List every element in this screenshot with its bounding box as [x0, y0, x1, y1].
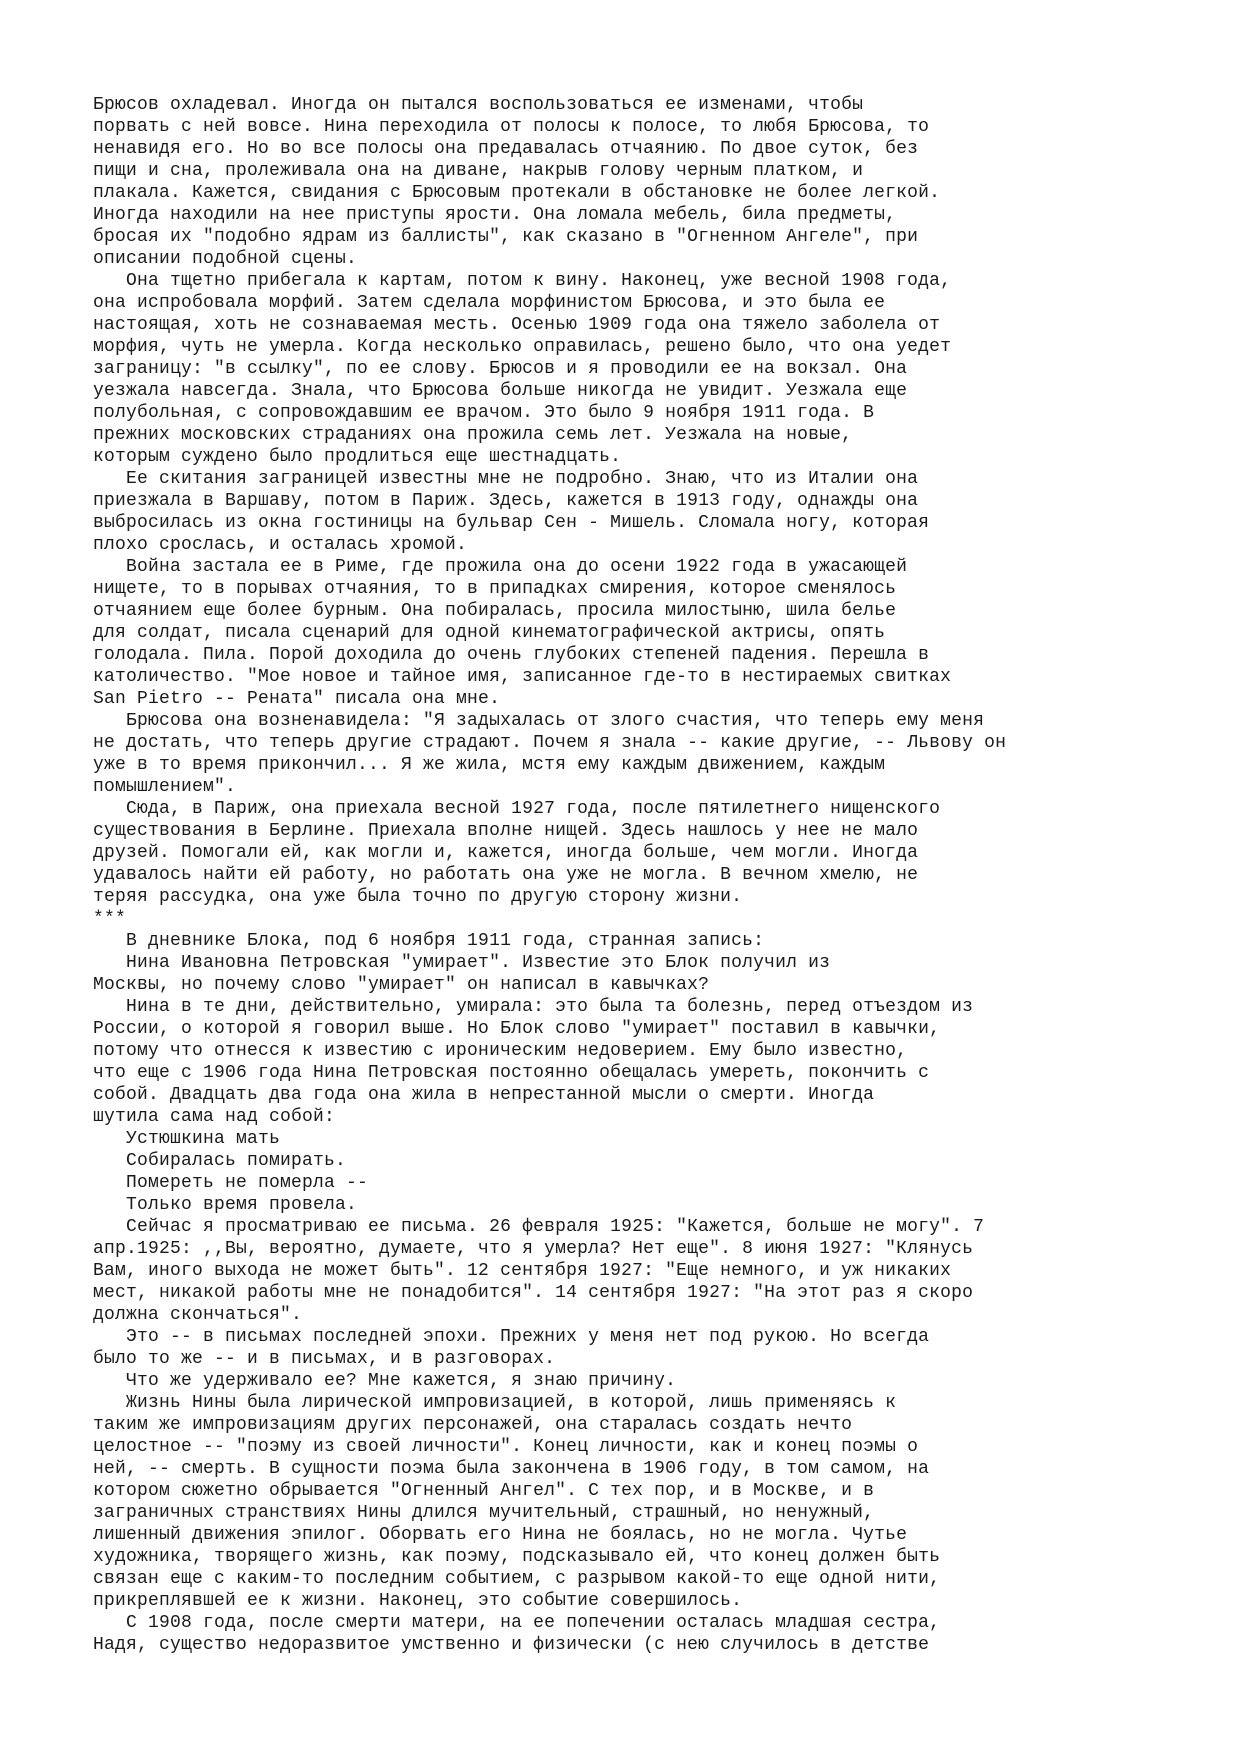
text-line: потому что отнесся к известию с ироническим недоверием. Ему было известно,	[93, 1041, 908, 1061]
text-line: помышлением".	[93, 777, 237, 797]
text-line: пищи и сна, пролеживала она на диване, накрыв голову черным платком, и	[93, 161, 864, 181]
text-line: что еще с 1906 года Нина Петровская постоянно обещалась умереть, покончить с	[93, 1063, 930, 1083]
text-line: котором сюжетно обрывается "Огненный Ангел". С тех пор, и в Москве, и в	[93, 1481, 875, 1501]
text-line: заграничных странствиях Нины длился мучительный, страшный, но ненужный,	[93, 1503, 875, 1523]
text-line: отчаянием еще более бурным. Она побиралась, просила милостыню, шила белье	[93, 601, 897, 621]
text-line: должна скончаться".	[93, 1305, 303, 1325]
text-line: Брюсов охладевал. Иногда он пытался воспользоваться ее изменами, чтобы	[93, 95, 864, 115]
text-line: Москвы, но почему слово "умирает" он написал в кавычках?	[93, 975, 710, 995]
text-line: выбросилась из окна гостиницы на бульвар Сен - Мишель. Сломала ногу, которая	[93, 513, 930, 533]
text-line: плохо срослась, и осталась хромой.	[93, 535, 468, 555]
text-line: ненавидя его. Но во все полосы она предавалась отчаянию. По двое суток, без	[93, 139, 919, 159]
text-line: мест, никакой работы мне не понадобится". 14 сентября 1927: "На этот раз я скоро	[93, 1283, 974, 1303]
text-line: ней, -- смерть. В сущности поэма была закончена в 1906 году, в том самом, на	[93, 1459, 930, 1479]
text-line: нищете, то в порывах отчаяния, то в припадках смирения, которое сменялось	[93, 579, 897, 599]
text-line: католичество. "Мое новое и тайное имя, записанное где-то в нестираемых свитках	[93, 667, 952, 687]
text-body	[93, 94, 1213, 1656]
text-line: бросая их "подобно ядрам из баллисты", как сказано в "Огненном Ангеле", при	[93, 227, 919, 247]
text-line: приезжала в Варшаву, потом в Париж. Здесь, кажется в 1913 году, однажды она	[93, 491, 919, 511]
text-line: ***	[93, 909, 127, 929]
text-line: не достать, что теперь другие страдают. Почем я знала -- какие другие, -- Львову он	[93, 733, 1007, 753]
text-line: морфия, чуть не умерла. Когда несколько оправилась, решено было, что она уедет	[93, 337, 952, 357]
text-line: прикреплявшей ее к жизни. Наконец, это событие совершилось.	[93, 1591, 743, 1611]
text-line: Что же удерживало ее? Мне кажется, я знаю причину.	[93, 1371, 677, 1391]
text-line: Надя, существо недоразвитое умственно и физически (с нею случилось в детстве	[93, 1635, 930, 1655]
text-line: Только время провела.	[93, 1195, 358, 1215]
text-line: заграницу: "в ссылку", по ее слову. Брюсов и я проводили ее на вокзал. Она	[93, 359, 908, 379]
text-line: В дневнике Блока, под 6 ноября 1911 года, странная запись:	[93, 931, 765, 951]
text-line: таким же импровизациям других персонажей, она старалась создать нечто	[93, 1415, 853, 1435]
document-page	[93, 94, 1213, 1656]
text-line: России, о которой я говорил выше. Но Блок слово "умирает" поставил в кавычки,	[93, 1019, 941, 1039]
text-line: она испробовала морфий. Затем сделала морфинистом Брюсова, и это была ее	[93, 293, 886, 313]
text-line: друзей. Помогали ей, как могли и, кажется, иногда больше, чем могли. Иногда	[93, 843, 919, 863]
text-line: San Pietro -- Рената" писала она мне.	[93, 689, 501, 709]
text-line: апр.1925: ,,Вы, вероятно, думаете, что я умерла? Нет еще". 8 июня 1927: "Клянусь	[93, 1239, 974, 1259]
text-line: настоящая, хоть не сознаваемая месть. Осенью 1909 года она тяжело заболела от	[93, 315, 941, 335]
text-line: теряя рассудка, она уже была точно по другую сторону жизни.	[93, 887, 743, 907]
text-line: Собиралась помирать.	[93, 1151, 347, 1171]
text-line: Брюсова она возненавидела: "Я задыхалась от злого счастия, что теперь ему меня	[93, 711, 985, 731]
text-line: описании подобной сцены.	[93, 249, 358, 269]
text-line: существования в Берлине. Приехала вполне нищей. Здесь нашлось у нее не мало	[93, 821, 919, 841]
text-line: уже в то время прикончил... Я же жила, мстя ему каждым движением, каждым	[93, 755, 886, 775]
text-line: Помереть не померла --	[93, 1173, 369, 1193]
text-line: голодала. Пила. Порой доходила до очень глубоких степеней падения. Перешла в	[93, 645, 930, 665]
text-line: художника, творящего жизнь, как поэму, подсказывало ей, что конец должен быть	[93, 1547, 941, 1567]
text-line: Это -- в письмах последней эпохи. Прежних у меня нет под рукою. Но всегда	[93, 1327, 930, 1347]
text-line: порвать с ней вовсе. Нина переходила от полосы к полосе, то любя Брюсова, то	[93, 117, 930, 137]
text-line: полубольная, с сопровождавшим ее врачом. Это было 9 ноября 1911 года. В	[93, 403, 875, 423]
text-line: С 1908 года, после смерти матери, на ее попечении осталась младшая сестра,	[93, 1613, 941, 1633]
text-line: Она тщетно прибегала к картам, потом к вину. Наконец, уже весной 1908 года,	[93, 271, 952, 291]
text-line: которым суждено было продлиться еще шестнадцать.	[93, 447, 622, 467]
text-line: шутила сама над собой:	[93, 1107, 336, 1127]
text-line: Ее скитания заграницей известны мне не подробно. Знаю, что из Италии она	[93, 469, 919, 489]
text-line: Нина Ивановна Петровская "умирает". Известие это Блок получил из	[93, 953, 831, 973]
text-line: Нина в те дни, действительно, умирала: это была та болезнь, перед отъездом из	[93, 997, 974, 1017]
text-line: для солдат, писала сценарий для одной кинематографической актрисы, опять	[93, 623, 886, 643]
text-line: было то же -- и в письмах, и в разговорах.	[93, 1349, 556, 1369]
text-line: прежних московских страданиях она прожила семь лет. Уезжала на новые,	[93, 425, 853, 445]
text-line: связан еще с каким-то последним событием, с разрывом какой-то еще одной нити,	[93, 1569, 941, 1589]
text-line: собой. Двадцать два года она жила в непрестанной мысли о смерти. Иногда	[93, 1085, 875, 1105]
text-line: Сюда, в Париж, она приехала весной 1927 года, после пятилетнего нищенского	[93, 799, 941, 819]
text-line: удавалось найти ей работу, но работать она уже не могла. В вечном хмелю, не	[93, 865, 919, 885]
text-line: Иногда находили на нее приступы ярости. Она ломала мебель, била предметы,	[93, 205, 897, 225]
text-line: Война застала ее в Риме, где прожила она до осени 1922 года в ужасающей	[93, 557, 908, 577]
text-line: целостное -- "поэму из своей личности". Конец личности, как и конец поэмы о	[93, 1437, 919, 1457]
text-line: лишенный движения эпилог. Оборвать его Нина не боялась, но не могла. Чутье	[93, 1525, 908, 1545]
text-line: Жизнь Нины была лирической импровизацией, в которой, лишь применяясь к	[93, 1393, 897, 1413]
text-line: Сейчас я просматриваю ее письма. 26 февраля 1925: "Кажется, больше не могу". 7	[93, 1217, 985, 1237]
text-line: уезжала навсегда. Знала, что Брюсова больше никогда не увидит. Уезжала еще	[93, 381, 908, 401]
text-line: плакала. Кажется, свидания с Брюсовым протекали в обстановке не более легкой.	[93, 183, 941, 203]
text-line: Устюшкина мать	[93, 1129, 281, 1149]
text-line: Вам, иного выхода не может быть". 12 сентября 1927: "Еще немного, и уж никаких	[93, 1261, 952, 1281]
